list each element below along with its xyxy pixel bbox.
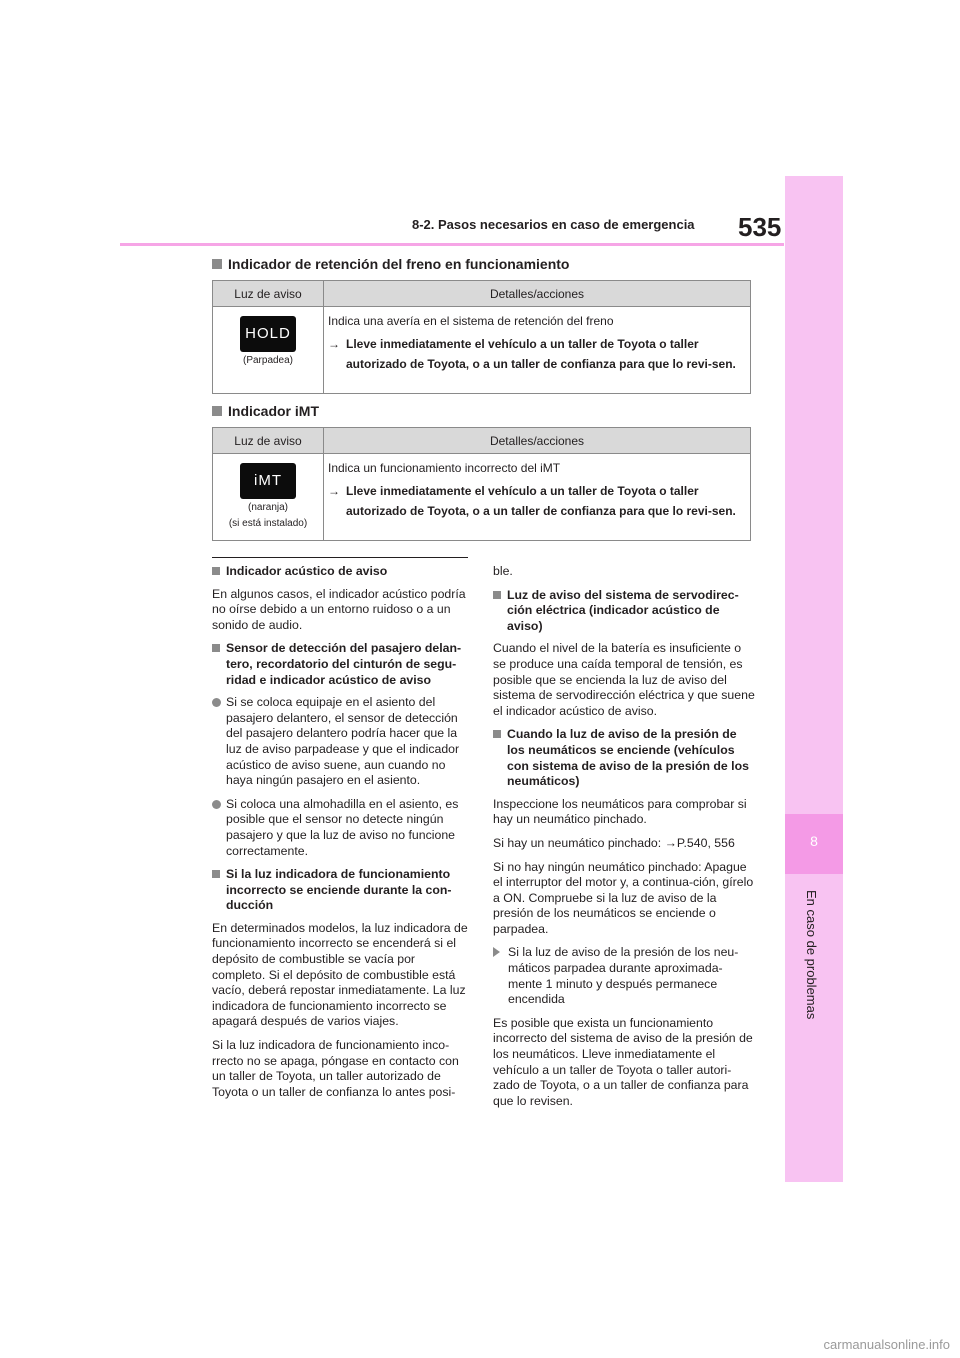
square-bullet-icon [212,259,222,269]
chapter-title: En caso de problemas [804,890,819,1020]
col-light-header: Luz de aviso [213,281,324,307]
table-header-row [213,428,751,454]
imt-section-heading [212,403,319,419]
lamp-caption: (si está instalado) [228,518,308,529]
description: Indica un funcionamiento incorrecto del iMT [328,461,561,475]
action-text: Lleve inmediatamente el vehículo a un taller de Toyota o taller autorizado de Toyota, o a un taller de confianza para que lo revi-sen. [346,484,736,518]
square-bullet-icon [212,406,222,416]
imt-heading-text: Indicador iMT [228,403,319,419]
subheading: Indicador acústico de aviso [212,564,470,580]
light-cell [213,307,324,394]
paragraph: Si la luz indicadora de funcionamiento inco-rrecto no se apaga, póngase en contacto con un taller de Toyota, un taller autorizado de Toyota o un taller de confianza lo antes posi- [212,1038,459,1099]
action-item [328,481,738,521]
square-bullet-icon [212,567,220,575]
paragraph: ble. [493,564,513,578]
action-text: Lleve inmediatamente el vehículo a un taller de Toyota o taller autorizado de Toyota, o a un taller de confianza para que lo revi-sen. [346,337,736,371]
imt-warning-table [212,427,751,541]
square-bullet-icon [493,730,501,738]
paragraph: Inspeccione los neumáticos para comprobar si hay un neumático pinchado. [493,796,747,827]
details-cell [324,307,751,394]
hold-section-heading [212,256,569,272]
lamp-caption: (naranja) [247,502,289,513]
table-header-row [213,281,751,307]
details-cell [324,454,751,541]
list-item: Si se coloca equipaje en el asiento del pasajero delantero, el sensor de detección del pasajero delantero podría hacer que la luz de aviso parpadease y que el indicador acústico de aviso suene, aun cuando no haya ningún pasajero en el asiento. [212,695,470,789]
chapter-number: 8 [810,833,818,849]
subheading: Si la luz indicadora de funcionamiento incorrecto se enciende durante la con-ducción [212,867,470,914]
imt-warning-light-icon: iMT [240,463,296,499]
watermark: carmanualsonline.info [823,1337,950,1352]
column-divider [212,557,468,558]
col-details-header: Detalles/acciones [324,281,751,307]
hold-warning-table [212,280,751,394]
square-bullet-icon [212,644,220,652]
lamp-caption: (Parpadea) [242,355,294,366]
list-item: Si coloca una almohadilla en el asiento, es posible que el sensor no detecte ningún pasajero y que la luz de aviso no funcione correctamente. [212,797,470,859]
action-item [328,334,738,374]
square-bullet-icon [212,870,220,878]
paragraph: Cuando el nivel de la batería es insuficiente o se produce una caída temporal de tensión, es posible que se encienda la luz de aviso del sistema de servodirección eléctrica y que suene el indicador acústico de aviso. [493,641,755,718]
paragraph: Es posible que exista un funcionamiento incorrecto del sistema de aviso de la presión de los neumáticos. Lleve inmediatamente el vehículo a un taller de Toyota o taller autori-zado de Toyota, o a un taller de confianza para que lo revisen. [493,1015,753,1108]
triangle-bullet-icon [493,947,500,957]
light-cell [213,454,324,541]
circle-bullet-icon [212,800,221,809]
square-bullet-icon [493,591,501,599]
arrow-icon: → [328,484,340,498]
left-column [212,564,470,1108]
paragraph: En algunos casos, el indicador acústico podría no oírse debido a un entorno ruidoso o a un sonido de audio. [212,586,466,632]
circle-bullet-icon [212,698,221,707]
paragraph: Si no hay ningún neumático pinchado: Apague el interruptor del motor y, a continua-ción, gírelo a ON. Compruebe si la luz de aviso de la presión de los neumáticos se enciende o parpadea. [493,859,754,936]
header-rule [120,243,784,246]
section-title: 8-2. Pasos necesarios en caso de emergencia [412,217,695,232]
table-row [213,307,751,394]
description: Indica una avería en el sistema de retención del freno [328,314,614,328]
list-item: Si la luz de aviso de la presión de los neu-máticos parpadea durante aproximada-mente 1 minuto y después permanece encendida [493,945,755,1007]
paragraph: En determinados modelos, la luz indicadora de funcionamiento incorrecto se encenderá si el depósito de combustible se vacía por completo. Si el depósito de combustible está vacío, deberá repostar inmediatamente. La luz indicadora de funcionamiento incorrecto se apagará después de varios viajes. [212,920,468,1029]
arrow-icon: → [328,337,340,351]
hold-warning-light-icon: HOLD [240,316,296,352]
chapter-side-tab [785,176,843,1182]
table-row [213,454,751,541]
right-column [493,564,755,1117]
col-light-header: Luz de aviso [213,428,324,454]
paragraph: Si hay un neumático pinchado: →P.540, 556 [493,835,735,850]
subheading: Sensor de detección del pasajero delan-tero, recordatorio del cinturón de segu-ridad e indicador acústico de aviso [212,641,470,688]
page-reference-link[interactable]: →P.540, 556 [664,835,735,850]
col-details-header: Detalles/acciones [324,428,751,454]
subheading: Cuando la luz de aviso de la presión de los neumáticos se enciende (vehículos con sistema de aviso de la presión de los neumáticos) [493,727,755,789]
hold-heading-text: Indicador de retención del freno en funcionamiento [228,256,570,272]
page-number: 535 [738,212,782,242]
subheading: Luz de aviso del sistema de servodirec-ción eléctrica (indicador acústico de aviso) [493,588,755,635]
